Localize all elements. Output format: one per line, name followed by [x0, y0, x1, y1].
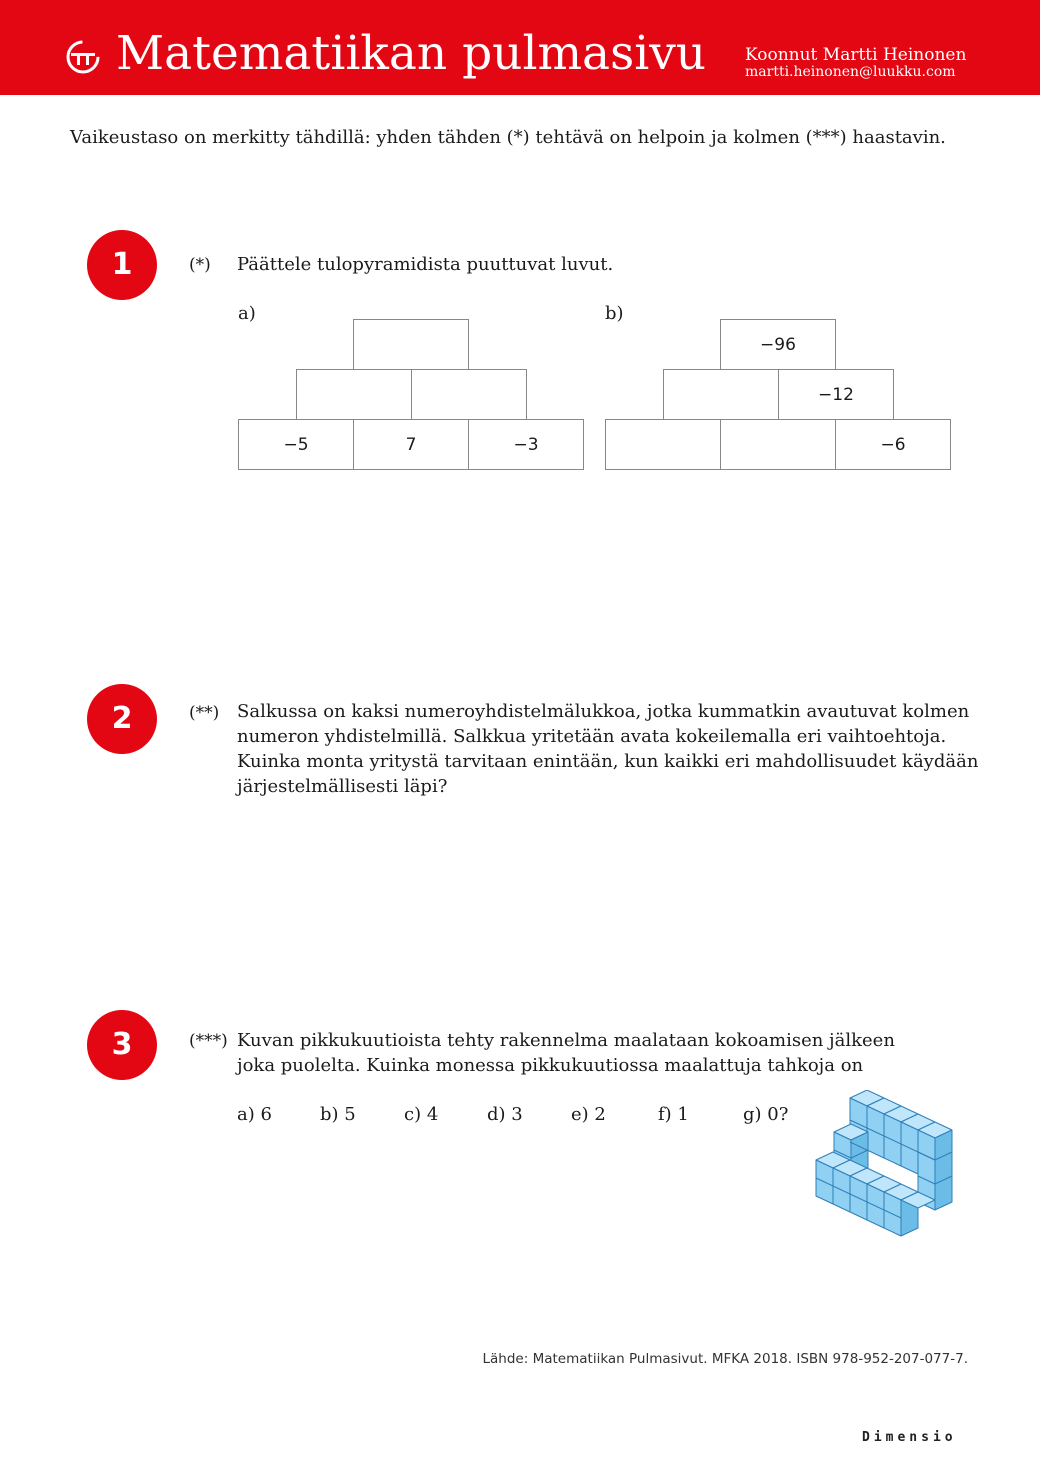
intro-text: Vaikeustaso on merkitty tähdillä: yhden tähden (*) tehtävä on helpoin ja kolmen (***) haastavin. [70, 127, 946, 148]
pyramid-cell[interactable]: −3 [468, 419, 584, 470]
problem-text: Päättele tulopyramidista puuttuvat luvut. [237, 254, 614, 275]
page-header [0, 0, 1040, 95]
pyramid-cell[interactable]: −12 [778, 369, 894, 420]
problem-number-1: 1 [87, 230, 157, 300]
answer-option: f) 1 [658, 1104, 689, 1125]
pyramid-label-b: b) [605, 303, 624, 324]
difficulty-stars: (**) [189, 703, 220, 723]
answer-option: d) 3 [487, 1104, 523, 1125]
pyramid-cell[interactable] [605, 419, 721, 470]
problem-number-2: 2 [87, 684, 157, 754]
pyramid-label-a: a) [238, 303, 256, 324]
pyramid-cell[interactable] [296, 369, 412, 420]
problem-number-3: 3 [87, 1010, 157, 1080]
cube-structure-icon [810, 1090, 960, 1242]
answer-option: b) 5 [320, 1104, 356, 1125]
author-name: Koonnut Martti Heinonen [745, 45, 967, 65]
source-citation: Lähde: Matematiikan Pulmasivut. MFKA 2018. ISBN 978-952-207-077-7. [482, 1351, 968, 1367]
author-email: martti.heinonen@luukku.com [745, 64, 956, 80]
page-title: Matematiikan pulmasivu [116, 26, 707, 81]
pyramid-cell[interactable] [411, 369, 527, 420]
pi-logo-icon [66, 40, 100, 74]
pyramid-cell[interactable]: −5 [238, 419, 354, 470]
problem-text: Salkussa on kaksi numeroyhdistelmälukkoa, jotka kummatkin avautuvat kolmen numeron yhdistelmillä. Salkkua yritetään avata kokeilemalla eri vaihtoehtoja. Kuinka monta yritystä tarvitaan enintään, kun kaikki eri mahdollisuudet käydään järjestelmällisesti läpi? [237, 701, 979, 797]
difficulty-stars: (***) [189, 1031, 228, 1051]
answer-option: c) 4 [404, 1104, 439, 1125]
pyramid-cell[interactable]: −6 [835, 419, 951, 470]
answer-option: e) 2 [571, 1104, 606, 1125]
answer-option: a) 6 [237, 1104, 272, 1125]
pyramid-cell[interactable]: 7 [353, 419, 469, 470]
answer-option: g) 0? [743, 1104, 789, 1125]
pyramid-cell[interactable] [663, 369, 779, 420]
pyramid-cell[interactable] [720, 419, 836, 470]
pyramid-cell[interactable]: −96 [720, 319, 836, 370]
problem-text: Kuvan pikkukuutioista tehty rakennelma maalataan kokoamisen jälkeen joka puolelta. Kuinka monessa pikkukuutiossa maalattuja tahkoja on [237, 1030, 895, 1076]
difficulty-stars: (*) [189, 255, 211, 275]
publisher-logo: Dimensio [862, 1430, 957, 1445]
pyramid-cell[interactable] [353, 319, 469, 370]
